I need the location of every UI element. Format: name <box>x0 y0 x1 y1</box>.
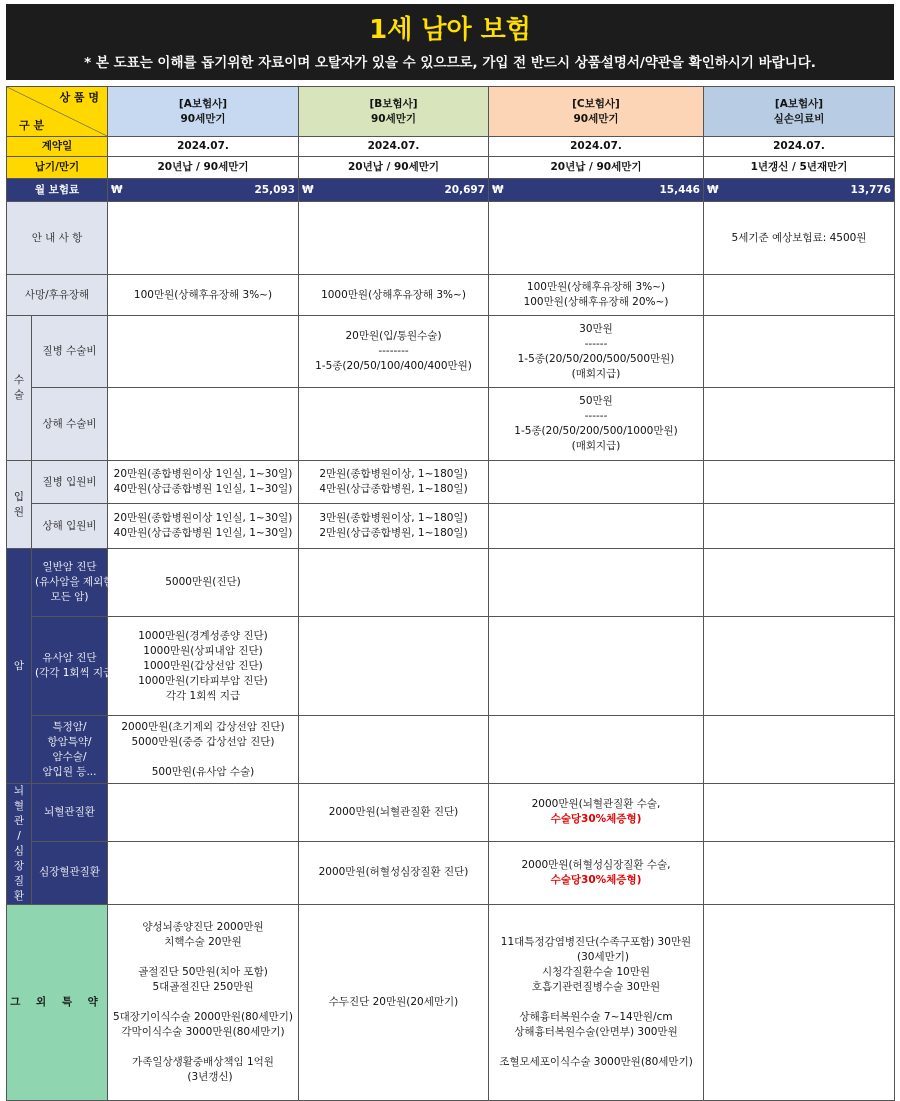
product-header-row <box>7 87 895 137</box>
term-row <box>7 157 895 179</box>
premium-2 <box>299 179 489 202</box>
product-company: [A보험사] <box>178 97 228 110</box>
corner-header-cell <box>7 87 108 137</box>
other-riders-2 <box>299 905 489 1101</box>
premium-label: 월 보험료 <box>7 179 108 202</box>
rider-line: 시청각질환수술 10만원 <box>542 966 650 978</box>
rider-line: 11대특정감염병진단(수족구포함) 30만원 <box>500 936 692 948</box>
premium-amount: 25,093 <box>254 183 295 196</box>
special-cancer-4 <box>704 716 895 784</box>
cancer-group-label: 암 <box>7 549 32 784</box>
won-symbol: ₩ <box>707 183 719 196</box>
rider-line: 수두진단 20만원(20세만기) <box>328 996 459 1008</box>
term-label: 납기/만기 <box>7 157 108 179</box>
rider-line: 양성뇌종양진단 2000만원 <box>142 921 264 933</box>
heart-3: 2000만원(허혈성심장질환 수술, 수술당30%체증형) <box>489 841 704 904</box>
disease-hosp-label: 질병 입원비 <box>32 461 108 504</box>
product-company: [C보험사] <box>572 97 620 110</box>
disease-surgery-label: 질병 수술비 <box>32 316 108 388</box>
brain-label: 뇌혈관질환 <box>32 784 108 842</box>
product-plan: 90세만기 <box>180 112 226 125</box>
injury-surgery-4 <box>704 388 895 461</box>
rider-line: 5대골절진단 250만원 <box>152 981 254 993</box>
rider-line <box>111 950 295 965</box>
injury-hosp-1: 20만원(종합병원이상 1인실, 1~30일) 40만원(상급종합병원 1인실, 1~30일) <box>108 504 299 549</box>
general-cancer-1: 5000만원(진단) <box>108 549 299 617</box>
brain-3: 2000만원(뇌혈관질환 수술, 수술당30%체증형) <box>489 784 704 842</box>
injury-hosp-label: 상해 입원비 <box>32 504 108 549</box>
death-1 <box>108 275 299 316</box>
special-cancer-3 <box>489 716 704 784</box>
won-symbol: ₩ <box>302 183 314 196</box>
page-header <box>6 4 894 80</box>
product-header-1 <box>108 87 299 137</box>
product-company: [B보험사] <box>369 97 418 110</box>
heart-4 <box>704 841 895 904</box>
rider-line: 각막이식수술 3000만원(80세만기) <box>121 1026 285 1038</box>
death-2 <box>299 275 489 316</box>
disease-surgery-2: 20만원(입/통원수술) -------- 1-5종(20/50/100/400/400만원) <box>299 316 489 388</box>
special-cancer-2 <box>299 716 489 784</box>
rider-line: 5대장기이식수술 2000만원(80세만기) <box>112 1011 293 1023</box>
premium-amount: 13,776 <box>850 183 891 196</box>
premium-4 <box>704 179 895 202</box>
special-cancer-label: 특정암/ 항암특약/ 암수술/ 암입원 등... <box>32 716 108 784</box>
red-highlight-text: 수술당30%체증형) <box>550 813 642 826</box>
injury-surgery-1 <box>108 388 299 461</box>
injury-surgery-label: 상해 수술비 <box>32 388 108 461</box>
product-plan: 90세만기 <box>370 112 417 125</box>
death-label: 사망/후유장해 <box>7 275 108 316</box>
rider-line: 조혈모세포이식수술 3000만원(80세만기) <box>499 1056 693 1068</box>
cell-line: 100만원(상해후유장해 20%~) <box>523 296 669 308</box>
injury-hosp-3 <box>489 504 704 549</box>
disease-hosp-4 <box>704 461 895 504</box>
similar-cancer-3 <box>489 617 704 716</box>
guide-2 <box>299 202 489 275</box>
contract-date-row <box>7 137 895 157</box>
similar-cancer-2 <box>299 617 489 716</box>
disease-hosp-row <box>7 461 895 504</box>
premium-1 <box>108 179 299 202</box>
disease-surgery-row <box>7 316 895 388</box>
hosp-group-label: 입 원 <box>7 461 32 549</box>
brain-2: 2000만원(뇌혈관질환 진단) <box>299 784 489 842</box>
term-1: 20년납 / 90세만기 <box>108 157 299 179</box>
special-cancer-row <box>7 716 895 784</box>
rider-line: 상해흉터복원수술(안면부) 300만원 <box>514 1026 678 1038</box>
cell-line: 100만원(상해후유장해 3%~) <box>133 288 273 301</box>
rider-line: 치핵수술 20만원 <box>164 936 242 948</box>
brain-4 <box>704 784 895 842</box>
similar-cancer-1: 1000만원(경계성종양 진단) 1000만원(상피내암 진단) 1000만원(갑상선암 진단) 1000만원(기타피부암 진단) 각각 1회씩 지급 <box>108 617 299 716</box>
injury-hosp-2: 3만원(종합병원이상, 1~180일) 2만원(상급종합병원, 1~180일) <box>299 504 489 549</box>
product-header-3 <box>489 87 704 137</box>
disease-surgery-3: 30만원 ------ 1-5종(20/50/200/500/500만원) (매회지급) <box>489 316 704 388</box>
special-cancer-1: 2000만원(초기제외 갑상선암 진단) 5000만원(중증 갑상선암 진단) 500만원(유사암 수술) <box>108 716 299 784</box>
product-plan: 실손의료비 <box>773 112 825 125</box>
similar-cancer-4 <box>704 617 895 716</box>
injury-surgery-2 <box>299 388 489 461</box>
rider-line <box>492 995 700 1010</box>
insurance-comparison-table <box>6 86 895 1101</box>
general-cancer-row <box>7 549 895 617</box>
term-2: 20년납 / 90세만기 <box>299 157 489 179</box>
general-cancer-4 <box>704 549 895 617</box>
contract-date-2: 2024.07. <box>299 137 489 157</box>
rider-line <box>492 1040 700 1055</box>
category-label: 구 분 <box>19 119 45 132</box>
disclaimer-note: * 본 도표는 이해를 돕기위한 자료이며 오탈자가 있을 수 있으므로, 가입 전 반드시 상품설명서/약관을 확인하시기 바랍니다. <box>84 55 816 71</box>
product-header-2 <box>299 87 489 137</box>
rider-line: 호흡기관련질병수술 30만원 <box>531 981 661 993</box>
contract-date-label: 계약일 <box>7 137 108 157</box>
injury-hosp-row <box>7 504 895 549</box>
similar-cancer-row <box>7 617 895 716</box>
death-3 <box>489 275 704 316</box>
product-name-label: 상 품 명 <box>59 91 99 104</box>
brain-1 <box>108 784 299 842</box>
heart-2: 2000만원(허혈성심장질환 진단) <box>299 841 489 904</box>
injury-surgery-3: 50만원 ------ 1-5종(20/50/200/500/1000만원) (매회지급) <box>489 388 704 461</box>
page-title: 1세 남아 보험 <box>369 15 531 45</box>
injury-surgery-row <box>7 388 895 461</box>
brain-heart-group-label: 뇌 혈 관 / 심 장 질 환 <box>7 784 32 905</box>
general-cancer-3 <box>489 549 704 617</box>
rider-line <box>111 995 295 1010</box>
term-3: 20년납 / 90세만기 <box>489 157 704 179</box>
heart-row <box>7 841 895 904</box>
premium-row <box>7 179 895 202</box>
heart-label: 심장혈관질환 <box>32 841 108 904</box>
rider-line: 상해흉터복원수술 7~14만원/cm <box>519 1011 673 1023</box>
other-riders-3 <box>489 905 704 1101</box>
premium-3 <box>489 179 704 202</box>
general-cancer-label: 일반암 진단 (유사암을 제외한 모든 암) <box>32 549 108 617</box>
disease-hosp-1: 20만원(종합병원이상 1인실, 1~30일) 40만원(상급종합병원 1인실, 1~30일) <box>108 461 299 504</box>
other-riders-4 <box>704 905 895 1101</box>
injury-hosp-4 <box>704 504 895 549</box>
similar-cancer-label: 유사암 진단 (각각 1회씩 지급) <box>32 617 108 716</box>
guide-3 <box>489 202 704 275</box>
guide-row <box>7 202 895 275</box>
death-row <box>7 275 895 316</box>
disease-hosp-2: 2만원(종합병원이상, 1~180일) 4만원(상급종합병원, 1~180일) <box>299 461 489 504</box>
premium-amount: 20,697 <box>444 183 485 196</box>
won-symbol: ₩ <box>111 183 123 196</box>
contract-date-4: 2024.07. <box>704 137 895 157</box>
premium-amount: 15,446 <box>659 183 700 196</box>
won-symbol: ₩ <box>492 183 504 196</box>
other-riders-1 <box>108 905 299 1101</box>
disease-hosp-3 <box>489 461 704 504</box>
rider-line <box>111 1040 295 1055</box>
guide-label: 안 내 사 항 <box>7 202 108 275</box>
disease-surgery-4 <box>704 316 895 388</box>
death-4 <box>704 275 895 316</box>
guide-1 <box>108 202 299 275</box>
heart-1 <box>108 841 299 904</box>
contract-date-3: 2024.07. <box>489 137 704 157</box>
surgery-group-label: 수 술 <box>7 316 32 461</box>
cell-line: 100만원(상해후유장해 3%~) <box>526 281 666 293</box>
other-riders-row <box>7 905 895 1101</box>
rider-line: (3년갱신) <box>187 1071 233 1083</box>
rider-line: (30세만기) <box>577 951 629 963</box>
disease-surgery-1 <box>108 316 299 388</box>
cell-line: 1000만원(상해후유장해 3%~) <box>321 288 466 301</box>
product-company: [A보험사] <box>774 97 824 110</box>
red-highlight-text: 수술당30%체증형) <box>550 873 642 886</box>
rider-line: 골절진단 50만원(치아 포함) <box>138 966 268 978</box>
guide-4: 5세기준 예상보험료: 4500원 <box>704 202 895 275</box>
other-riders-label: 그 외 특 약 <box>7 905 108 1101</box>
general-cancer-2 <box>299 549 489 617</box>
product-header-4 <box>704 87 895 137</box>
term-4: 1년갱신 / 5년재만기 <box>704 157 895 179</box>
contract-date-1: 2024.07. <box>108 137 299 157</box>
rider-line: 가족일상생활중배상책임 1억원 <box>132 1056 274 1068</box>
product-plan: 90세만기 <box>573 112 619 125</box>
brain-row <box>7 784 895 842</box>
